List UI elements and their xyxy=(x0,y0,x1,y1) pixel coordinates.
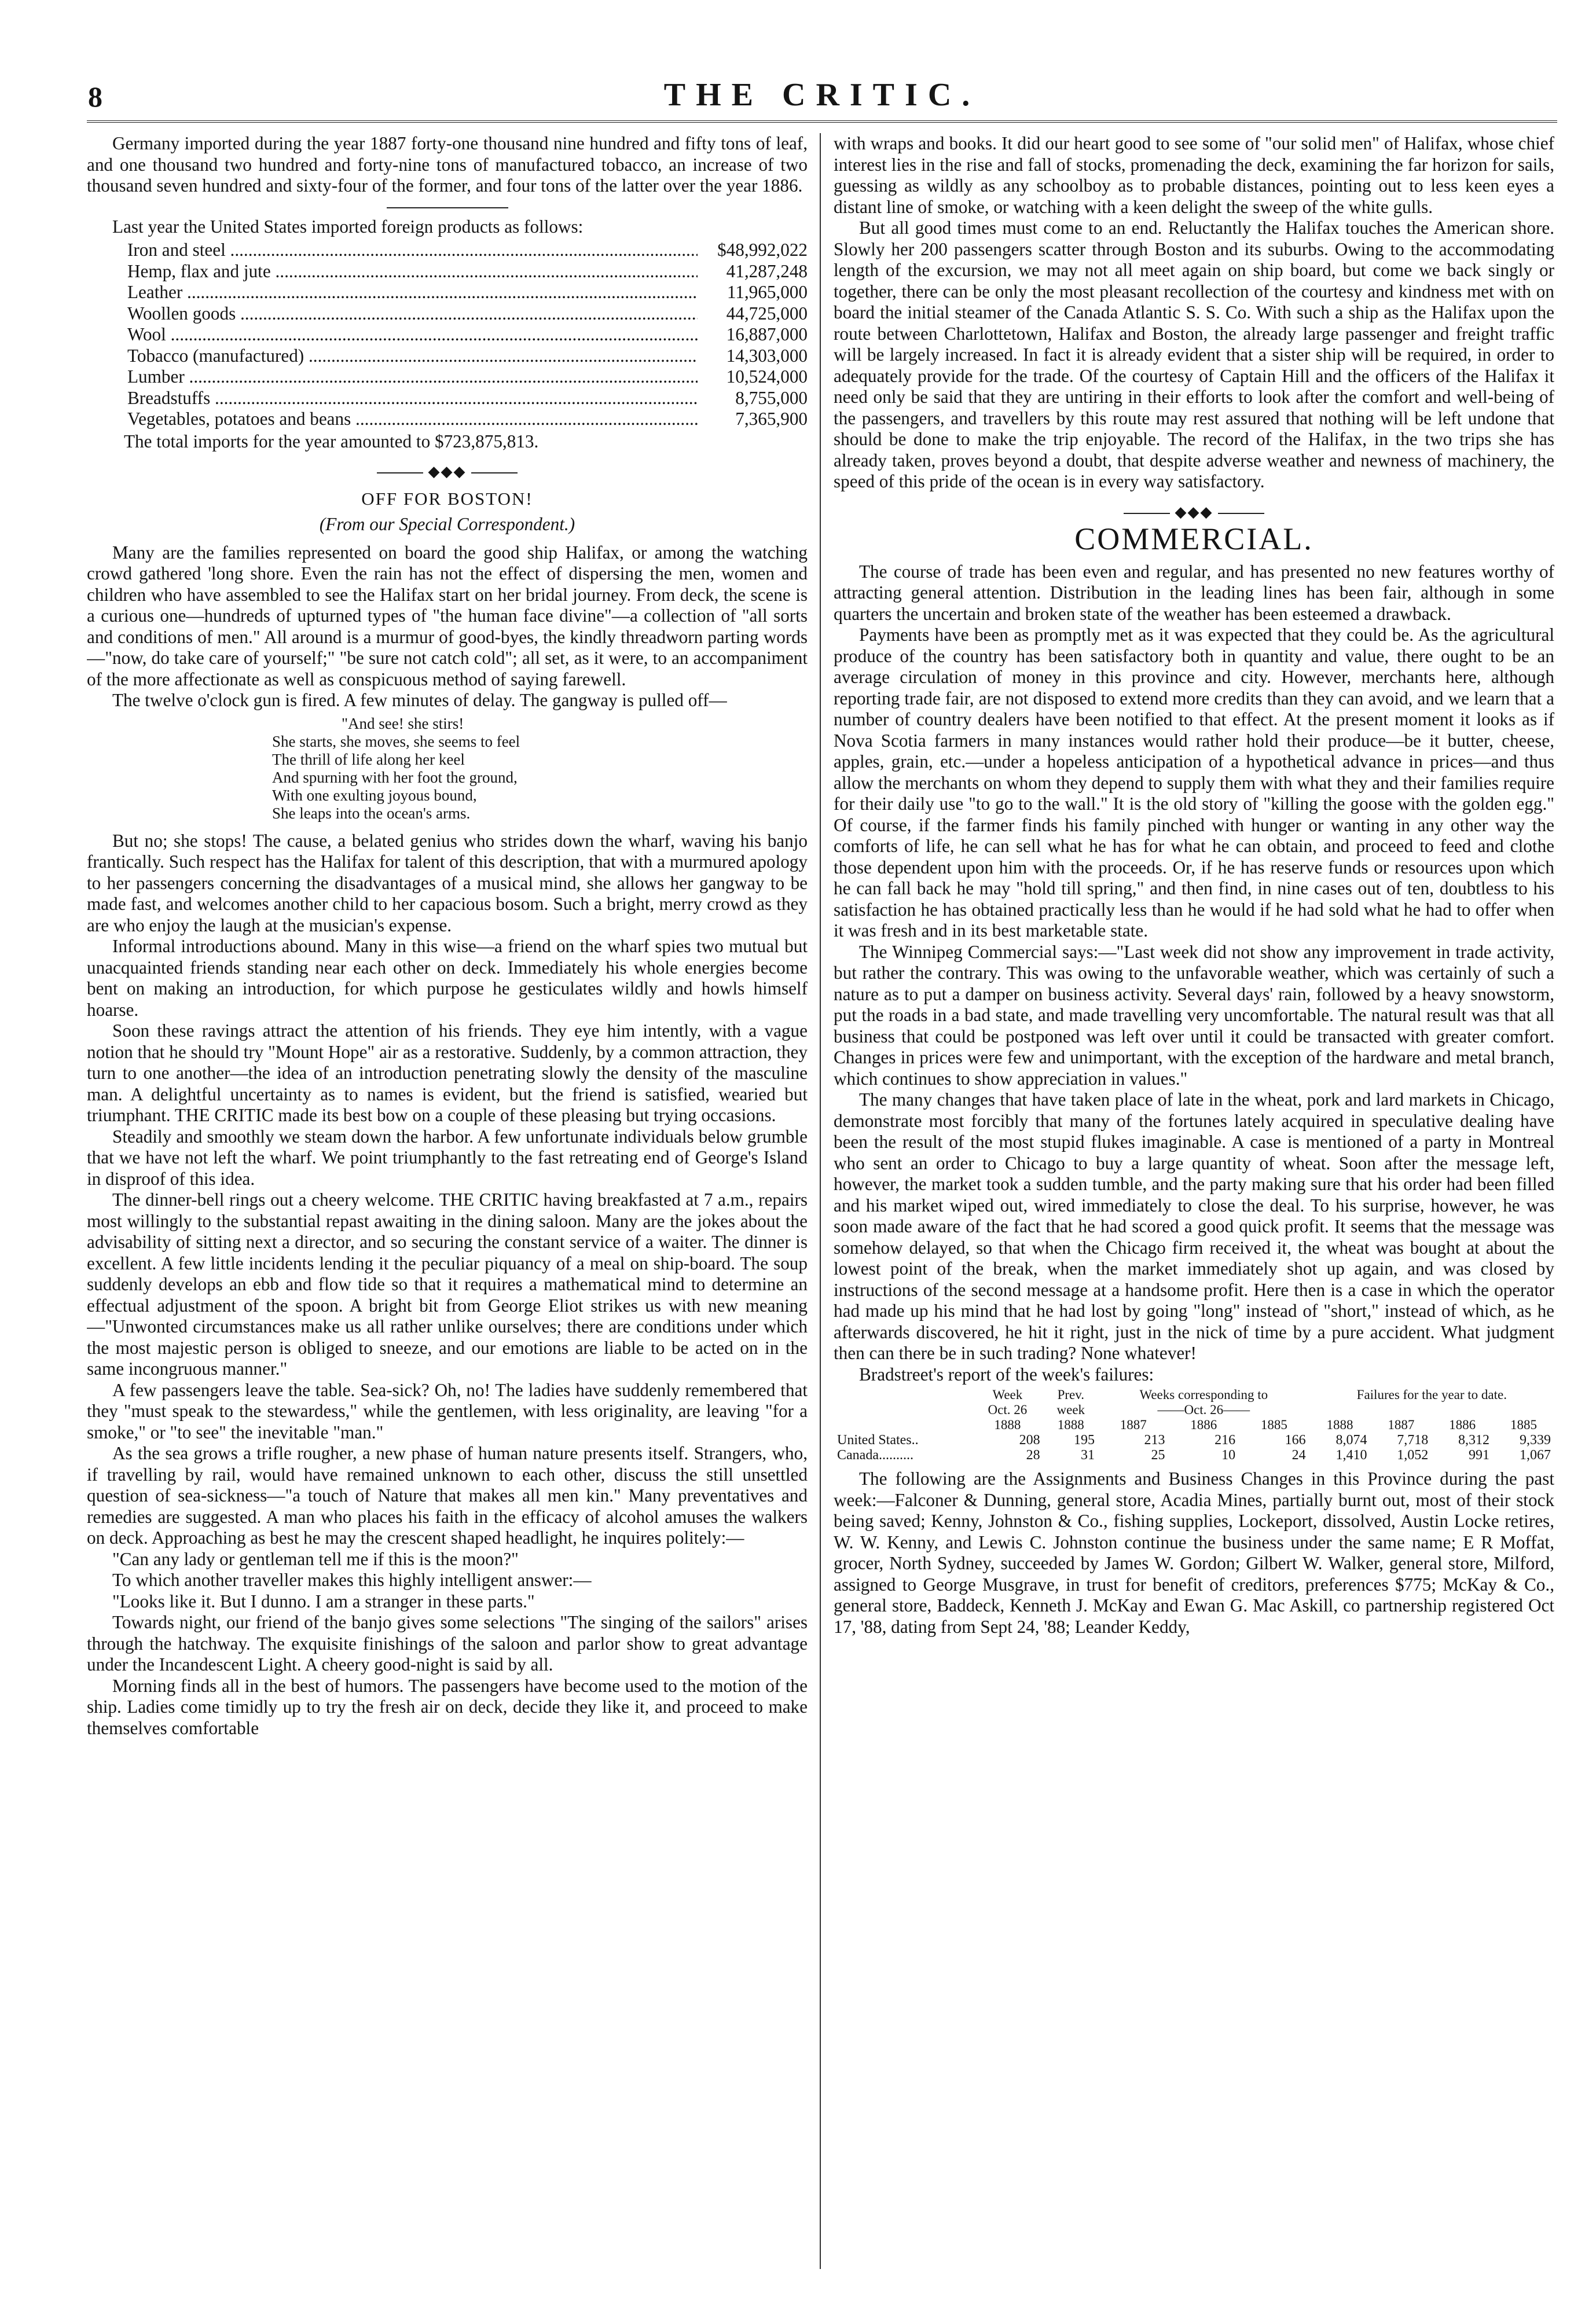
list-item xyxy=(127,346,808,367)
import-value: 44,725,000 xyxy=(726,303,808,324)
table-cell: 1,067 xyxy=(1520,1448,1551,1463)
imports-intro: Last year the United States imported foreign products as follows: xyxy=(112,216,584,237)
paragraph: with wraps and books. It did our heart good to see some of "our solid men" of Halifax, whose chief interest lies in the rise and fall of stocks, promenading the deck, examining the far horizon for sails, guessing as wildly as any schoolboy as to probable distances, pointing out to less keen eyes a distant line of smoke, or watching with a keen delight the sweep of the white gulls. xyxy=(834,133,1554,217)
poem-line: She leaps into the ocean's arms. xyxy=(272,804,471,822)
page-number: 8 xyxy=(88,80,102,113)
table-header-cell: Oct. 26 xyxy=(988,1403,1028,1417)
import-item: Tobacco (manufactured) ..... xyxy=(127,346,698,367)
table-cell: 166 xyxy=(1285,1433,1306,1448)
right-column xyxy=(834,133,1554,2269)
failures-intro: Bradstreet's report of the week's failures: xyxy=(859,1364,1154,1385)
paragraph: "Can any lady or gentleman tell me if this is the moon?" xyxy=(112,1548,519,1569)
table-cell: 31 xyxy=(1081,1448,1095,1463)
table-cell: 10 xyxy=(1221,1448,1236,1463)
poem-line: With one exulting joyous bound, xyxy=(272,786,477,804)
masthead xyxy=(87,52,1557,116)
import-value: 16,887,000 xyxy=(726,324,808,344)
list-item xyxy=(127,324,808,346)
table-cell: 216 xyxy=(1215,1433,1236,1448)
paragraph: The Winnipeg Commercial says:—"Last week did not show any improvement in trade activity, but rather the contrary. This was owing to the unfavorable weather, which was certainly of such a nature as to put a damper on business activity. Several days' rain, followed by a heavy snowstorm, put the roads in a bad state, and made travelling very uncomfortable. The natural result was that all business that could be postponed was left over until it could be transacted with greater comfort. Changes in prices were few and unimportant, with the exception of the hardware and metal branch, which continues to show appreciation in values." xyxy=(834,941,1554,1089)
import-value: 41,287,248 xyxy=(726,260,808,281)
import-value: 7,365,900 xyxy=(735,409,808,429)
list-item xyxy=(127,303,808,325)
paragraph-germany: Germany imported during the year 1887 forty-one thousand nine hundred and fifty tons of leaf, and one thousand two hundred and forty-nine tons of manufactured tobacco, an increase of two thousand seven hundred and sixty-four of the former, and four tons of the latter over the year 1886. xyxy=(87,133,808,196)
table-header-cell: ——Oct. 26—— xyxy=(1157,1403,1250,1417)
poem-line: "And see! she stirs! xyxy=(342,714,464,732)
table-cell: 7,718 xyxy=(1397,1433,1429,1448)
table-header-cell: 1886 xyxy=(1449,1418,1476,1432)
table-header-row xyxy=(834,1387,1554,1403)
masthead-rule xyxy=(87,120,1557,123)
table-row-label: Canada.......... xyxy=(837,1448,913,1463)
table-header-cell: 1888 xyxy=(994,1418,1021,1432)
table-cell: 195 xyxy=(1074,1433,1095,1448)
import-item: Wool ..... xyxy=(127,324,698,346)
paragraph: The following are the Assignments and Business Changes in this Province during the past week:—Falconer & Dunning, general store, Acadia Mines, partially burnt out, most of their stock being saved; Kenny, Johnston & Co., fishing supplies, Lockeport, dissolved, Austin Locke retires, W. W. Kenny, and Lewis C. Johnston continue the business under the same name; E R Moffat, grocer, North Sydney, succeeded by James W. Gordon; Gilbert W. Walker, general store, Milford, assigned to George Musgrave, in trust for benefit of creditors, preferences $775; McKay & Co., general store, Baddeck, Kenneth J. McKay and Ewan G. Mac Askill, co partnership registered Oct 17, '88, dating from Sept 24, '88; Leander Keddy, xyxy=(834,1468,1554,1637)
newspaper-page xyxy=(87,52,1557,2275)
paragraph: A few passengers leave the table. Sea-sick? Oh, no! The ladies have suddenly remembered that they "must speak to the stewardess," while the gentlemen, with less originality, are leaving "for a smoke," or "to see" the inevitable "man." xyxy=(87,1379,808,1442)
table-header-cell: 1887 xyxy=(1120,1418,1147,1432)
import-item: Hemp, flax and jute ..... xyxy=(127,261,698,282)
import-item: Vegetables, potatoes and beans ..... xyxy=(127,409,698,430)
table-header-cell: Prev. xyxy=(1057,1387,1084,1402)
paragraph: Steadily and smoothly we steam down the harbor. A few unfortunate individuals below grumble that we have not left the wharf. We point triumphantly to the fast retreating end of George's Island in disproof of this idea. xyxy=(87,1126,808,1189)
article-headline: OFF FOR BOSTON! xyxy=(361,488,533,509)
import-item: Woollen goods ..... xyxy=(127,303,698,325)
table-row xyxy=(834,1433,1554,1448)
table-cell: 1,052 xyxy=(1397,1448,1429,1463)
failures-table xyxy=(834,1387,1554,1463)
table-header-cell: 1885 xyxy=(1510,1418,1538,1432)
table-header-cell: week xyxy=(1056,1403,1085,1417)
table-header-cell: Failures for the year to date. xyxy=(1356,1387,1507,1402)
table-header-cell: 1885 xyxy=(1260,1418,1287,1432)
paragraph: Towards night, our friend of the banjo gives some selections "The singing of the sailors" arises through the hatchway. The exquisite finishings of the saloon and parlor show to great advantage under the Incandescent Light. A cheery good-night is said by all. xyxy=(87,1612,808,1675)
article-byline: (From our Special Correspondent.) xyxy=(319,514,575,534)
table-header-cell: Week xyxy=(992,1387,1023,1402)
table-header-cell: 1886 xyxy=(1190,1418,1217,1432)
imports-list xyxy=(127,240,808,430)
poem-line: The thrill of life along her keel xyxy=(272,750,465,768)
section-headline: COMMERCIAL. xyxy=(1074,522,1314,556)
table-cell: 1,410 xyxy=(1335,1448,1367,1463)
table-cell: 24 xyxy=(1292,1448,1306,1463)
column-divider xyxy=(820,133,821,2269)
table-header-cell: Weeks corresponding to xyxy=(1139,1387,1268,1402)
paragraph: The twelve o'clock gun is fired. A few minutes of delay. The gangway is pulled off— xyxy=(112,690,727,710)
paragraph: The course of trade has been even and regular, and has presented no new features worthy of attracting general attention. Distribution in the leading lines has been fair, although in some quarters the uncertain and broken state of the weather has been esteemed a drawback. xyxy=(834,561,1554,624)
table-cell: 25 xyxy=(1151,1448,1165,1463)
list-item xyxy=(127,261,808,282)
table-cell: 28 xyxy=(1026,1448,1040,1463)
left-column xyxy=(87,133,808,2269)
paragraph: Morning finds all in the best of humors. The passengers have become used to the motion of the ship. Ladies come timidly up to try the fresh air on deck, decide they like it, and proceed to make themselves comfortable xyxy=(87,1675,808,1738)
paragraph: Soon these ravings attract the attention of his friends. They eye him intently, with a vague notion that he should try "Mount Hope" air as a restorative. Suddenly, by a common attraction, they turn to one another—the idea of an introduction penetrating slowly the density of the masculine man. A delightful uncertainty as to names is evident, but the friend is satisfied, wearied but triumphant. THE CRITIC made its best bow on a couple of these pleasing but trying occasions. xyxy=(87,1020,808,1125)
table-cell: 8,312 xyxy=(1458,1433,1490,1448)
list-item xyxy=(127,240,808,261)
table-cell: 213 xyxy=(1144,1433,1165,1448)
table-header-row xyxy=(834,1418,1554,1433)
table-cell: 9,339 xyxy=(1520,1433,1551,1448)
import-item: Iron and steel ..... xyxy=(127,240,698,261)
ornament-divider: ◆◆◆ xyxy=(834,502,1554,523)
import-value: 10,524,000 xyxy=(726,366,808,387)
poem-line: She starts, she moves, she seems to feel xyxy=(272,732,520,750)
paragraph: To which another traveller makes this highly intelligent answer:— xyxy=(112,1570,592,1590)
paragraph: The many changes that have taken place of late in the wheat, pork and lard markets in Chicago, demonstrate most forcibly that many of the fortunes lately acquired in speculative dealing have been the result of the most stupid flukes imaginable. A case is mentioned of a party in Montreal who sent an order to Chicago to buy a large quantity of wheat. Soon after the message left, however, the market took a sudden tumble, and the party making sure that his order had been filled and his market wiped out, wired immediately to close the deal. To his surprise, however, he was soon made aware of the fact that he had scored a good quick profit. It seems that the message was somehow delayed, so that when the Chicago firm received it, the wheat was bought at about the lowest point of the break, when the market immediately shot up again, and was closed by instructions of the second message at a handsome profit. Here then is a case in which the operator had made up his mind that he had lost by going "long" instead of "short," instead of which, as he afterwards discovered, he hit it right, just in the nick of time by a pure accident. What judgment then can there be in such trading? None whatever! xyxy=(834,1089,1554,1363)
table-header-row xyxy=(834,1403,1554,1418)
table-header-cell: 1887 xyxy=(1388,1418,1415,1432)
section-rule xyxy=(387,207,508,208)
import-value: 8,755,000 xyxy=(735,387,808,408)
import-value: 11,965,000 xyxy=(727,282,808,302)
list-item xyxy=(127,366,808,388)
paragraph: Many are the families represented on board the good ship Halifax, or among the watching crowd gathered 'long shore. Even the rain has not the effect of dispersing the men, women and children who have assembled to see the Halifax start on her bridal journey. From deck, the scene is a curious one—hundreds of upturned types of "the human face divine"—a collection of "all sorts and conditions of men." All around is a murmur of good-byes, the kindly threadworn parting words—"now, do take care of yourself;" "be sure not catch cold"; all set, as it were, to an accompaniment of the more affectionate as well as conspicuous method of saying farewell. xyxy=(87,542,808,689)
import-item: Breadstuffs ..... xyxy=(127,388,698,409)
table-cell: 208 xyxy=(1019,1433,1040,1448)
imports-total: The total imports for the year amounted to $723,875,813. xyxy=(124,431,539,451)
import-item: Lumber ..... xyxy=(127,366,698,388)
poem-quote xyxy=(272,715,808,823)
paragraph: "Looks like it. But I dunno. I am a stranger in these parts." xyxy=(112,1591,535,1611)
paragraph: But no; she stops! The cause, a belated genius who strides down the wharf, waving his banjo frantically. Such respect has the Halifax for talent of this description, that with a murmured apology to her passengers concerning the disadvantages of a musical mind, she allows her gangway to be made fast, and welcomes another child to her capacious bosom. Such a bright, merry crowd as they are who enjoy the laugh at the musician's expense. xyxy=(87,830,808,935)
list-item xyxy=(127,282,808,303)
table-row-label: United States.. xyxy=(837,1433,919,1448)
paragraph: As the sea grows a trifle rougher, a new phase of human nature presents itself. Strangers, who, if travelling by rail, would have remained unknown to each other, discuss the still unsettled question of sea-sickness—"a touch of Nature that makes all men kin." Many preventatives and remedies are suggested. A man who places his faith in the efficacy of alcohol amuses the walkers on deck. Approaching as best he may the crescent shaped headlight, he inquires politely:— xyxy=(87,1443,808,1548)
list-item xyxy=(127,409,808,430)
newspaper-title: THE CRITIC. xyxy=(663,77,981,113)
paragraph: Informal introductions abound. Many in this wise—a friend on the wharf spies two mutual but unacquainted friends standing near each other on deck. Immediately his whole energies become bent on making an introduction, for which purpose he gesticulates wildly and howls himself hoarse. xyxy=(87,936,808,1020)
import-value: $48,992,022 xyxy=(717,240,808,260)
table-row xyxy=(834,1448,1554,1463)
table-header-cell: 1888 xyxy=(1057,1418,1084,1432)
import-item: Leather ..... xyxy=(127,282,698,303)
paragraph: Payments have been as promptly met as it was expected that they could be. As the agricultural produce of the country has been satisfactory both in quantity and value, there ought to be an average circulation of money in this province and city. However, merchants here, although reporting trade fair, are not disposed to extend more credits than they can avoid, and we learn that a number of country dealers have been notified to that effect. At the present moment it looks as if Nova Scotia farmers in many instances would rather hold their produce—be it butter, cheese, apples, grain, etc.—under a hopeless anticipation of a hypothetical advance in prices—and thus allow the merchants on whom they depend to supply them with what they and their families require for their daily use "to go to the wall." It is the old story of "killing the goose with the golden egg." Of course, if the farmer finds his family pinched with hunger or wanting in any other way the comforts of life, he can sell what he has for what he can obtain, and proceed to feed and clothe those dependent upon him with the proceeds. Or, if he has reserve funds or resources upon which he can fall back he may "hold till spring," and then find, in nine cases out of ten, doubtless to his satisfaction he has obtained practically less than he would if he had sold what he had to offer when it was fresh and in its best marketable state. xyxy=(834,625,1554,941)
table-cell: 991 xyxy=(1469,1448,1490,1463)
list-item xyxy=(127,388,808,409)
paragraph: The dinner-bell rings out a cheery welcome. THE CRITIC having breakfasted at 7 a.m., repairs most willingly to the substantial repast awaiting in the dining saloon. Many are the jokes about the advisability of sitting next a director, and so securing the constant service of a waiter. The dinner is excellent. A few little incidents lending it the peculiar piquancy of a meal on ship-board. The soup suddenly develops an ebb and flow tide so that it requires a mathematical mind to determine an effectual adjustment of the spoon. A bright bit from George Eliot strikes us with new meaning—"Unwonted circumstances make us all rather unlike ourselves; there are conditions under which the most majestic person is obliged to sneeze, and our emotions are liable to be acted on in the same incongruous manner." xyxy=(87,1189,808,1379)
ornament-divider: ◆◆◆ xyxy=(87,461,808,483)
table-cell: 8,074 xyxy=(1335,1433,1367,1448)
import-value: 14,303,000 xyxy=(726,345,808,366)
paragraph: But all good times must come to an end. Reluctantly the Halifax touches the American shore. Slowly her 200 passengers scatter through Boston and its suburbs. Owing to the accommodating length of the excursion, we may not all meet again on ship board, but come we back singly or together, there can be only the most pleasant recollection of the courtesy and kindness met with on board the initial steamer of the Canada Atlantic S. S. Co. With such a ship as the Halifax upon the route between Charlottetown, Halifax and Boston, the already large passenger and freight traffic will be largely increased. In fact it is already evident that a sister ship will be required, in order to adequately provide for the trade. Of the courtesy of Captain Hill and the officers of the Halifax it need only be said that they are untiring in their efforts to look after the comfort and well-being of the passengers, and travellers by this route may rest assured that nothing will be left undone that should be done to make the trip enjoyable. The record of the Halifax, in the two trips she has already taken, proves beyond a doubt, that despite adverse weather and newness of machinery, the speed of this pride of the ocean is in every way satisfactory. xyxy=(834,218,1554,491)
table-header-cell: 1888 xyxy=(1326,1418,1353,1432)
poem-line: And spurning with her foot the ground, xyxy=(272,768,518,786)
